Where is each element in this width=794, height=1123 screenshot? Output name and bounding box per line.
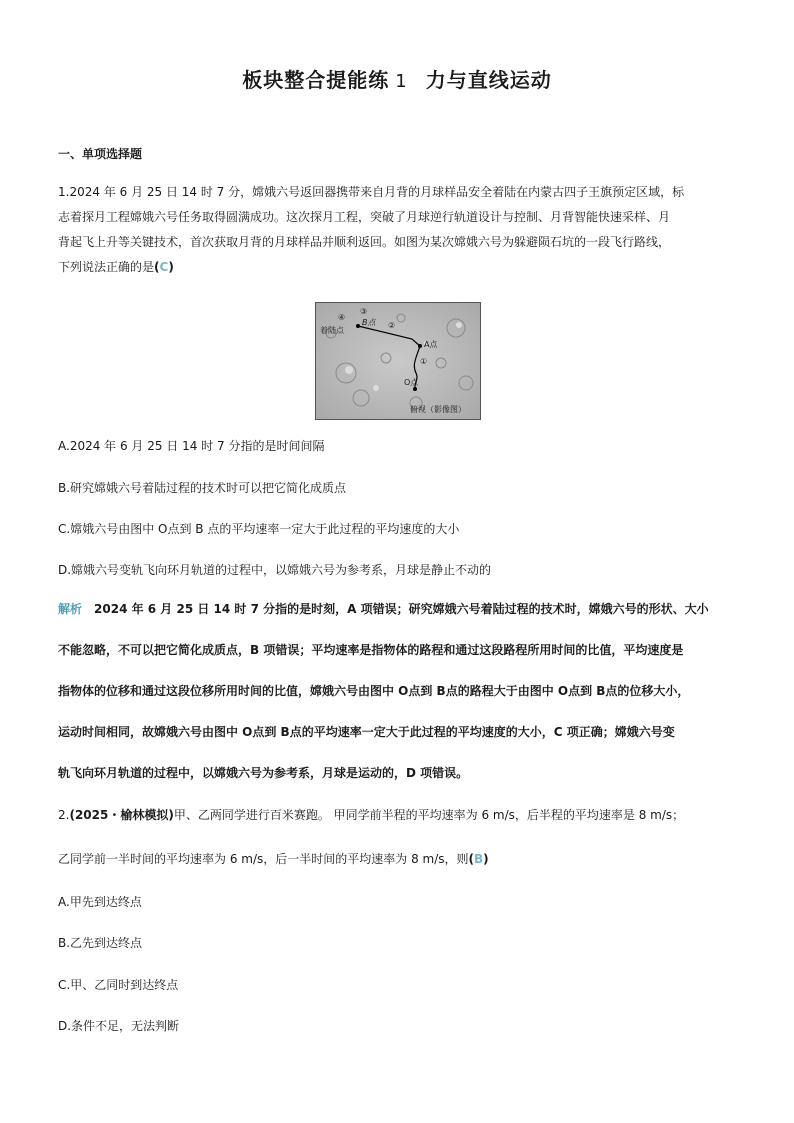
explanation-line: 不能忽略，不可以把它简化成质点，B 项错误；平均速率是指物体的路程和通过这段路程所用时间的比值，平均速度是 (58, 643, 684, 657)
page-title (0, 64, 794, 93)
question-2-option-a: A.甲先到达终点 (58, 895, 142, 909)
figure-label-o: O点 (404, 378, 419, 387)
question-1-line: 背起飞上升等关键技术，首次获取月背的月球样品并顺利返回。如图为某次嫦娥六号为躲避陨石坑的一段飞行路线， (58, 235, 671, 249)
explanation-line: 指物体的位移和通过这段位移所用时间的比值，嫦娥六号由图中 O点到 B点的路程大于由图中 O点到 B点的位移大小， (58, 684, 690, 698)
question-2-stem (58, 805, 738, 825)
title-main: 板块整合提能练 (242, 68, 390, 92)
figure-label-3: ③ (360, 307, 368, 316)
question-2-line: 2.(2025・榆林模拟)甲、乙两同学进行百米赛跑。 甲同学前半程的平均速率为 6 m/s，后半程的平均速率是 8 m/s； (58, 808, 685, 822)
figure-label-landing: 着陆点 (320, 326, 344, 335)
question-1-option-a: A.2024 年 6 月 25 日 14 时 7 分指的是时间间隔 (58, 439, 325, 453)
question-2-option-d: D.条件不足，无法判断 (58, 1019, 180, 1033)
question-2-stem-line-2: 乙同学前一半时间的平均速率为 6 m/s，后一半时间的平均速率为 8 m/s，则(B) (58, 852, 489, 866)
explanation-line: 解析 2024 年 6 月 25 日 14 时 7 分指的是时刻，A 项错误；研究嫦娥六号着陆过程的技术时，嫦娥六号的形状、大小 (58, 602, 709, 616)
title-number: 1 (395, 71, 408, 92)
figure-label-2: ② (388, 321, 396, 330)
question-1-option-d: D.嫦娥六号变轨飞向环月轨道的过程中，以嫦娥六号为参考系，月球是静止不动的 (58, 563, 492, 577)
figure-label-1: ① (420, 357, 428, 366)
title-sub: 力与直线运动 (425, 68, 552, 92)
figure-label-a: A点 (424, 340, 438, 349)
question-1-answer: C (159, 260, 169, 274)
question-2-option-c: C.甲、乙同时到达终点 (58, 978, 179, 992)
explanation-tag: 解析 (58, 602, 83, 616)
question-1-stem (58, 180, 738, 280)
question-1-option-c: C.嫦娥六号由图中 O点到 B 点的平均速率一定大于此过程的平均速度的大小 (58, 522, 460, 536)
question-1-option-b: B.研究嫦娥六号着陆过程的技术时可以把它简化成质点 (58, 481, 347, 495)
question-2-option-b: B.乙先到达终点 (58, 936, 143, 950)
figure-label-b: B点 (362, 318, 376, 327)
figure-caption: 俯视（影像图） (410, 405, 466, 414)
section-heading: 一、单项选择题 (58, 147, 143, 161)
question-2-answer: B (473, 852, 484, 866)
explanation-line: 轨飞向环月轨道的过程中，以嫦娥六号为参考系，月球是运动的，D 项错误。 (58, 766, 469, 780)
lunar-trajectory-figure (315, 302, 481, 420)
question-2-source: (2025・榆林模拟) (69, 808, 174, 822)
question-1-explanation (58, 589, 740, 794)
explanation-line: 运动时间相同，故嫦娥六号由图中 O点到 B点的平均速率一定大于此过程的平均速度的大小，C 项正确；嫦娥六号变 (58, 725, 675, 739)
question-1-line: 志着探月工程嫦娥六号任务取得圆满成功。这次探月工程，突破了月球逆行轨道设计与控制、月背智能快速采样、月 (58, 210, 671, 224)
question-1-line: 下列说法正确的是(C) (58, 260, 174, 274)
question-1-line: 1.2024 年 6 月 25 日 14 时 7 分，嫦娥六号返回器携带来自月背的月球样品安全着陆在内蒙古四子王旗预定区域，标 (58, 185, 685, 199)
figure-label-4: ④ (338, 313, 346, 322)
